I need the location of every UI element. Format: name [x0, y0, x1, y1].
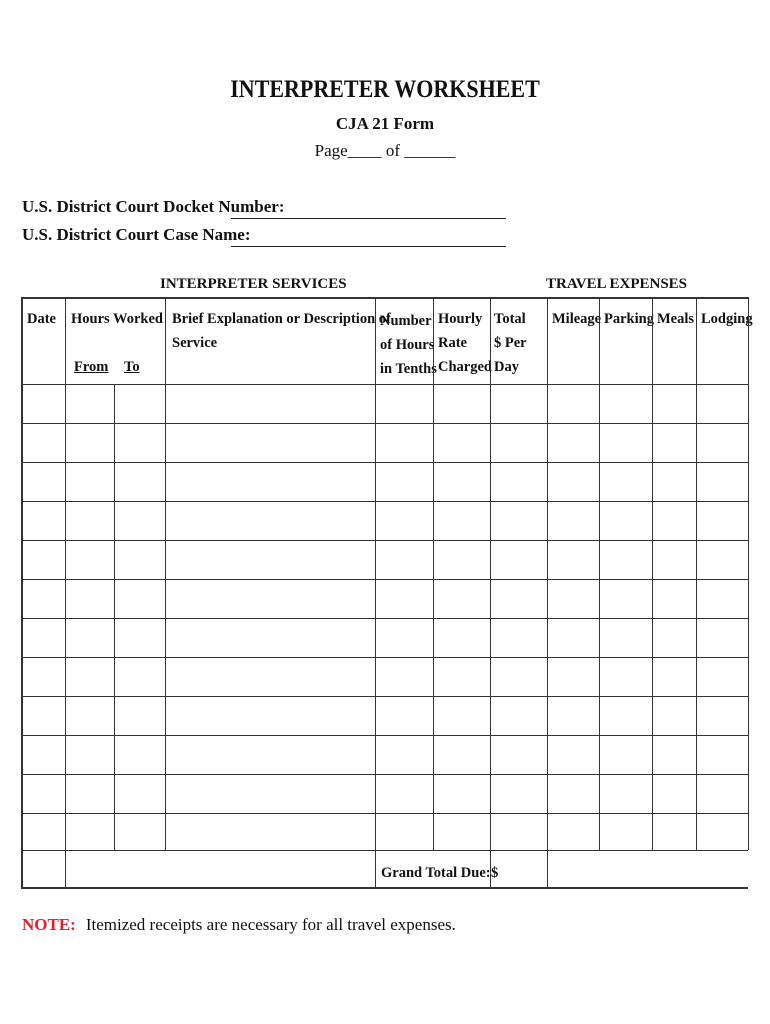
table-column-line	[490, 297, 491, 887]
table-column-line	[696, 297, 697, 850]
header-explanation-line2: Service	[172, 335, 218, 351]
table-column-line	[375, 297, 376, 887]
grand-total-label: Grand Total Due:	[381, 865, 491, 881]
form-title: INTERPRETER WORKSHEET	[230, 76, 540, 103]
table-row-line	[21, 657, 748, 658]
case-name-field[interactable]	[231, 246, 506, 247]
worksheet-table	[21, 297, 753, 887]
case-name-label: U.S. District Court Case Name:	[22, 225, 251, 244]
header-total-line2: $ Per	[494, 335, 527, 351]
header-meals: Meals	[657, 311, 695, 327]
table-row-line	[21, 540, 748, 541]
table-column-line	[748, 297, 749, 850]
note-label: NOTE:	[22, 915, 76, 934]
note	[22, 915, 456, 935]
header-number-line1: Number	[380, 313, 432, 329]
header-number-line2: of Hours	[380, 337, 435, 353]
table-column-line	[599, 297, 600, 850]
docket-number-label: U.S. District Court Docket Number:	[22, 197, 285, 216]
table-row-line	[21, 423, 748, 424]
header-explanation-line1: Brief Explanation or Description of	[172, 311, 391, 327]
header-lodging: Lodging	[701, 311, 753, 327]
grand-total-currency: $	[491, 865, 499, 881]
header-total-line3: Day	[494, 359, 519, 375]
header-from: From	[74, 359, 109, 375]
interpreter-services-heading: INTERPRETER SERVICES	[160, 276, 347, 292]
table-row-line	[21, 887, 748, 889]
table-row-line	[21, 384, 748, 385]
form-subtitle: CJA 21 Form	[335, 114, 435, 133]
table-column-line	[65, 297, 66, 887]
table-column-line	[547, 297, 548, 887]
table-column-line	[114, 384, 115, 850]
table-column-line	[165, 297, 166, 850]
header-rate-line3: Charged	[438, 359, 492, 375]
header-to: To	[124, 359, 140, 375]
header-date: Date	[27, 311, 56, 327]
table-column-line	[433, 297, 434, 850]
table-row-line	[21, 696, 748, 697]
table-row-line	[21, 462, 748, 463]
table-row-line	[21, 501, 748, 502]
table-column-line	[21, 297, 23, 887]
docket-number-field[interactable]	[231, 218, 506, 219]
header-hours-worked: Hours Worked	[71, 311, 163, 327]
table-row-line	[21, 735, 748, 736]
header-parking: Parking	[604, 311, 654, 327]
table-row-line	[21, 618, 748, 619]
page-number-line: Page____ of ______	[314, 141, 456, 160]
header-total-line1: Total	[494, 311, 526, 327]
header-number-line3: in Tenths	[380, 361, 437, 377]
header-rate-line1: Hourly	[438, 311, 483, 327]
table-row-line	[21, 850, 748, 851]
table-row-line	[21, 813, 748, 814]
table-row-line	[21, 579, 748, 580]
table-column-line	[652, 297, 653, 850]
note-text: Itemized receipts are necessary for all travel expenses.	[85, 915, 456, 934]
table-row-line	[21, 297, 748, 299]
header-rate-line2: Rate	[438, 335, 467, 351]
travel-expenses-heading: TRAVEL EXPENSES	[546, 276, 688, 292]
header-mileage: Mileage	[552, 311, 602, 327]
table-row-line	[21, 774, 748, 775]
